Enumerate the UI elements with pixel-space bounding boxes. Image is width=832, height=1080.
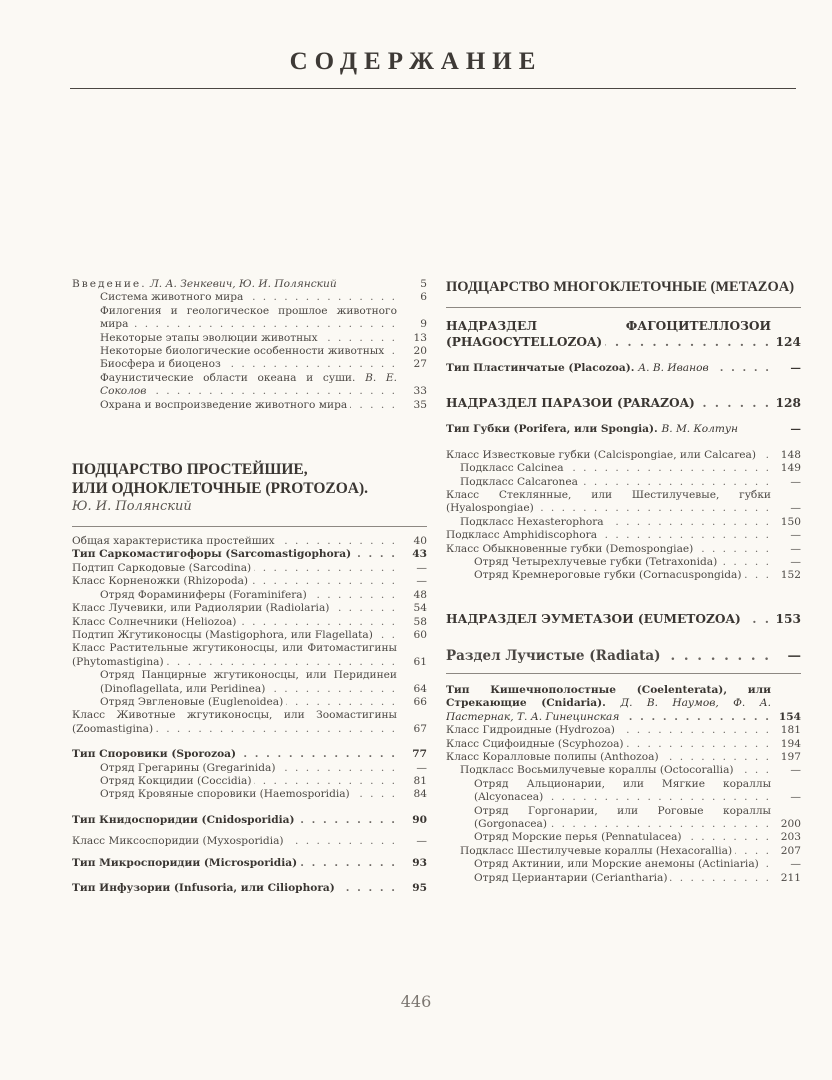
page-ref: 207	[780, 844, 801, 857]
toc-entry[interactable]	[72, 305, 427, 332]
entry-title: Тип Микроспоридии (Microsporidia)	[72, 856, 298, 869]
toc-entry-parazoa[interactable]: НАДРАЗДЕЛ ПАРАЗОИ (PARAZOA) . . . 128	[446, 395, 801, 411]
entry-title: Отряд Морские перья (Pennatulacea)	[474, 831, 682, 844]
toc-entry[interactable]	[72, 762, 427, 775]
page-ref: 58	[413, 615, 427, 628]
toc-entry[interactable]	[446, 543, 801, 556]
entry-title: Класс Животные жгутиконосцы, или Зоомастигины (Zoomastigina)	[72, 709, 397, 735]
page-ref: —	[416, 575, 427, 588]
page-ref: —	[416, 561, 427, 574]
toc-entry[interactable]	[72, 696, 427, 709]
page-ref: 194	[780, 737, 801, 750]
toc-entry[interactable]	[72, 358, 427, 371]
page-ref: 35	[413, 398, 427, 411]
entry-title: Подтип Жгутиконосцы (Mastigophora, или Flagellata)	[72, 628, 373, 641]
entry-title: Класс Миксоспоридии (Myxosporidia)	[72, 835, 284, 848]
page-ref: 90	[412, 813, 427, 826]
entry-title: Класс Растительные жгутиконосцы, или Фитомастигины (Phytomastigina)	[72, 642, 397, 668]
entry-title: Фаунистические области океана и суши.	[100, 371, 356, 384]
heading-line: ИЛИ ОДНОКЛЕТОЧНЫЕ (PROTOZOA).	[72, 480, 369, 498]
toc-entry-intro[interactable]	[72, 278, 427, 291]
entry-title: Тип Споровики (Sporozoa)	[72, 748, 237, 761]
toc-entry[interactable]	[446, 529, 801, 542]
page-ref: —	[790, 764, 801, 777]
page-ref: 181	[780, 724, 801, 737]
entry-title: Подкласс Шестилучевые кораллы (Hexacorallia)	[460, 844, 733, 857]
entry-title: Подкласс Восьмилучевые кораллы (Octocorallia)	[460, 764, 734, 777]
toc-entry[interactable]	[72, 882, 427, 895]
page-ref: —	[416, 835, 427, 848]
entry-author: В. Е. Соколов	[100, 371, 397, 398]
page-ref: —	[790, 542, 801, 555]
page-ref: 150	[780, 515, 801, 528]
toc-entry[interactable]	[446, 872, 801, 885]
page-ref: —	[790, 502, 801, 515]
toc-entry[interactable]	[72, 642, 427, 669]
page-ref: 60	[413, 628, 427, 641]
page-ref: 67	[413, 722, 427, 735]
entry-title: Некоторые биологические особенности животных	[100, 345, 385, 358]
page-ref: —	[790, 791, 801, 804]
entry-title: Филогения и геологическое прошлое животного мира	[100, 304, 397, 331]
page-ref: 43	[412, 548, 427, 561]
toc-entry[interactable]	[446, 724, 801, 737]
toc-entry-placozoa[interactable]: Тип Пластинчатые (Placozoa). А. В. Иванов . . . —	[446, 362, 801, 375]
entry-title: Класс Гидроидные (Hydrozoa)	[446, 724, 615, 737]
toc-entry[interactable]	[446, 462, 801, 475]
entry-title: Некоторые этапы эволюции животных	[100, 331, 318, 344]
entry-title: Класс Сцифоидные (Scyphozoa)	[446, 737, 624, 750]
toc-entry[interactable]	[72, 748, 427, 761]
toc-entry[interactable]	[446, 751, 801, 764]
page-ref: 95	[412, 882, 427, 894]
page-number: 446	[400, 992, 432, 1011]
entry-title: Тип Инфузории (Infusoria, или Ciliophora)	[72, 882, 335, 894]
toc-entry[interactable]	[72, 629, 427, 642]
toc-entry-radiata[interactable]: Раздел Лучистые (Radiata) . . . —	[446, 647, 801, 665]
page-ref: 6	[420, 291, 427, 304]
page-ref: 148	[780, 448, 801, 461]
page-ref: —	[790, 858, 801, 871]
toc-entry[interactable]	[446, 516, 801, 529]
page-ref: 20	[413, 345, 427, 358]
page-ref: 54	[413, 602, 427, 615]
page-ref: 197	[780, 750, 801, 763]
toc-entry[interactable]	[446, 489, 801, 516]
page-ref: 27	[413, 358, 427, 371]
entry-title: Класс Коралловые полипы (Anthozoa)	[446, 750, 659, 763]
page-ref: 40	[413, 535, 427, 548]
toc-entry[interactable]	[446, 764, 801, 777]
section-divider	[72, 526, 427, 527]
section-divider	[446, 673, 801, 674]
entry-title: Подкласс Calcaronea	[460, 475, 578, 488]
page-ref: —	[790, 423, 801, 436]
page-title: СОДЕРЖАНИЕ	[289, 48, 543, 75]
entry-title: Отряд Альционарии, или Мягкие кораллы (Alcyonacea)	[474, 777, 771, 804]
page-ref: 33	[413, 385, 427, 398]
entry-title: Отряд Кровяные споровики (Haemosporidia)	[100, 788, 350, 801]
toc-entry[interactable]	[72, 291, 427, 304]
page-ref: 128	[775, 396, 801, 411]
toc-entry[interactable]	[72, 775, 427, 788]
page-ref: —	[787, 647, 801, 664]
entry-title: Отряд Кокцидии (Coccidia)	[100, 774, 252, 787]
entry-title: Отряд Актинии, или Морские анемоны (Actiniaria)	[474, 858, 759, 871]
toc-entry[interactable]	[446, 556, 801, 569]
intro-authors: Л. А. Зенкевич, Ю. И. Полянский	[149, 278, 337, 290]
page-ref: —	[416, 761, 427, 774]
section-divider	[446, 307, 801, 308]
entry-title: Класс Корненожки (Rhizopoda)	[72, 575, 249, 588]
intro-label: Введение.	[72, 278, 147, 290]
entry-title: Подкласс Hexasterophora	[460, 515, 604, 528]
entry-title: Класс Стеклянные, или Шестилучевые, губки (Hyalospongiae)	[446, 489, 771, 515]
toc-entry-phagocytellozoa[interactable]: НАДРАЗДЕЛ ФАГОЦИТЕЛЛОЗОИ (PHAGOCYTELLOZOA) . . . 124	[446, 318, 801, 350]
toc-entry[interactable]	[72, 548, 427, 561]
entry-title: Система животного мира	[100, 291, 244, 304]
toc-entry[interactable]	[72, 616, 427, 629]
entry-title: Общая характеристика простейших	[72, 535, 275, 548]
section-author: Ю. И. Полянский	[72, 499, 192, 515]
toc-entry[interactable]	[72, 562, 427, 575]
page-ref: 84	[413, 788, 427, 801]
page-ref: 203	[780, 831, 801, 844]
entry-title: Отряд Грегарины (Gregarinida)	[100, 761, 276, 774]
title-divider	[70, 88, 796, 89]
page-ref: 61	[413, 655, 427, 668]
toc-entry[interactable]	[446, 805, 801, 832]
entry-title: Подкласс Calcinea	[460, 462, 564, 475]
entry-title: Класс Известковые губки (Calcispongiae, или Calcarea)	[446, 448, 756, 461]
toc-entry[interactable]	[446, 569, 801, 582]
entry-title: Отряд Четырехлучевые губки (Tetraxonida)	[474, 556, 718, 569]
toc-entry[interactable]	[446, 476, 801, 489]
entry-title: Тип Саркомастигофоры (Sarcomastigophora)	[72, 548, 352, 561]
entry-title: Класс Лучевики, или Радиолярии (Radiolaria)	[72, 602, 330, 615]
toc-entry[interactable]	[72, 814, 427, 827]
page-ref: —	[790, 362, 801, 374]
entry-title: Класс Солнечники (Heliozoa)	[72, 615, 237, 628]
toc-entry-porifera[interactable]: Тип Губки (Porifera, или Spongia). В. М. Колтун —	[446, 423, 801, 436]
toc-entry[interactable]	[446, 831, 801, 844]
toc-entry[interactable]	[72, 709, 427, 736]
page-ref: 200	[780, 817, 801, 830]
toc-entry[interactable]	[446, 858, 801, 871]
page-ref: 81	[413, 774, 427, 787]
entry-title: Отряд Цериантарии (Ceriantharia)	[474, 871, 668, 884]
page-ref: 152	[780, 569, 801, 582]
section-heading-metazoa: ПОДЦАРСТВО МНОГОКЛЕТОЧНЫЕ (METAZOA)	[446, 279, 795, 295]
entry-title: Отряд Горгонарии, или Роговые кораллы (Gorgonacea)	[474, 804, 771, 830]
entry-title: Класс Обыкновенные губки (Demospongiae)	[446, 542, 694, 555]
right-column	[446, 278, 801, 885]
page-ref: 64	[413, 682, 427, 695]
page-ref: 13	[413, 331, 427, 344]
entry-title: Подтип Саркодовые (Sarcodina)	[72, 561, 252, 574]
entry-title: Тип Книдоспоридии (Cnidosporidia)	[72, 813, 295, 826]
left-column	[72, 278, 427, 895]
page-ref: —	[790, 475, 801, 488]
entry-title: Отряд Кремнероговые губки (Cornacuspongida)	[474, 569, 742, 582]
toc-entry-eumetazoa[interactable]: НАДРАЗДЕЛ ЭУМЕТАЗОИ (EUMETOZOA) . . . 153	[446, 611, 801, 627]
toc-entry[interactable]	[72, 345, 427, 358]
page-ref: 5	[420, 278, 427, 290]
entry-author: А. В. Иванов	[638, 362, 709, 374]
toc-entry[interactable]	[72, 857, 427, 870]
entry-title: Отряд Панцирные жгутиконосцы, или Перидинеи (Dinoflagellata, или Peridinea)	[100, 669, 397, 695]
page-ref: 48	[413, 588, 427, 601]
toc-entry[interactable]	[72, 575, 427, 588]
toc-entry[interactable]	[72, 835, 427, 848]
section-heading-protozoa	[72, 460, 427, 498]
page-ref: 211	[780, 871, 801, 884]
toc-entry[interactable]	[72, 788, 427, 801]
toc-entry[interactable]	[446, 845, 801, 858]
entry-author: Д. В. Наумов, Ф. А. Пастернак, Т. А. Гинецинская	[446, 697, 771, 723]
page-ref: 77	[412, 748, 427, 761]
toc-entry[interactable]	[72, 372, 427, 399]
toc-entry[interactable]	[446, 778, 801, 805]
toc-entry[interactable]	[72, 535, 427, 548]
entry-title: Отряд Фораминиферы (Foraminifera)	[100, 588, 307, 601]
entry-title: Подкласс Amphidiscophora	[446, 529, 598, 542]
toc-entry[interactable]	[72, 589, 427, 602]
toc-entry[interactable]	[72, 602, 427, 615]
entry-title: Отряд Эвгленовые (Euglenoidea)	[100, 695, 284, 708]
toc-entry[interactable]	[72, 332, 427, 345]
page-ref: —	[790, 529, 801, 542]
toc-entry[interactable]	[72, 669, 427, 696]
toc-entry-coelenterata[interactable]: Тип Кишечнополостные (Coelenterata), или Стрекающие (Cnidaria). Д. В. Наумов, Ф. А. Пастернак, Т. А. Гинецинская . . . 154	[446, 684, 801, 724]
entry-title: Биосфера и биоценоз	[100, 358, 221, 371]
entry-author: В. М. Колтун	[661, 423, 739, 436]
toc-entry[interactable]	[446, 738, 801, 751]
toc-entry[interactable]	[446, 449, 801, 462]
heading-line: ПОДЦАРСТВО ПРОСТЕЙШИЕ,	[72, 461, 308, 479]
page-ref: 149	[780, 462, 801, 475]
page-ref: 66	[413, 695, 427, 708]
page-ref: 124	[775, 335, 801, 349]
page-ref: 153	[775, 611, 801, 626]
entry-title: Охрана и воспроизведение животного мира	[100, 398, 348, 411]
page-ref: —	[790, 556, 801, 569]
page-ref: 93	[412, 856, 427, 869]
page-ref: 9	[420, 318, 427, 331]
page-ref: 154	[778, 710, 801, 723]
toc-entry[interactable]	[72, 399, 427, 412]
